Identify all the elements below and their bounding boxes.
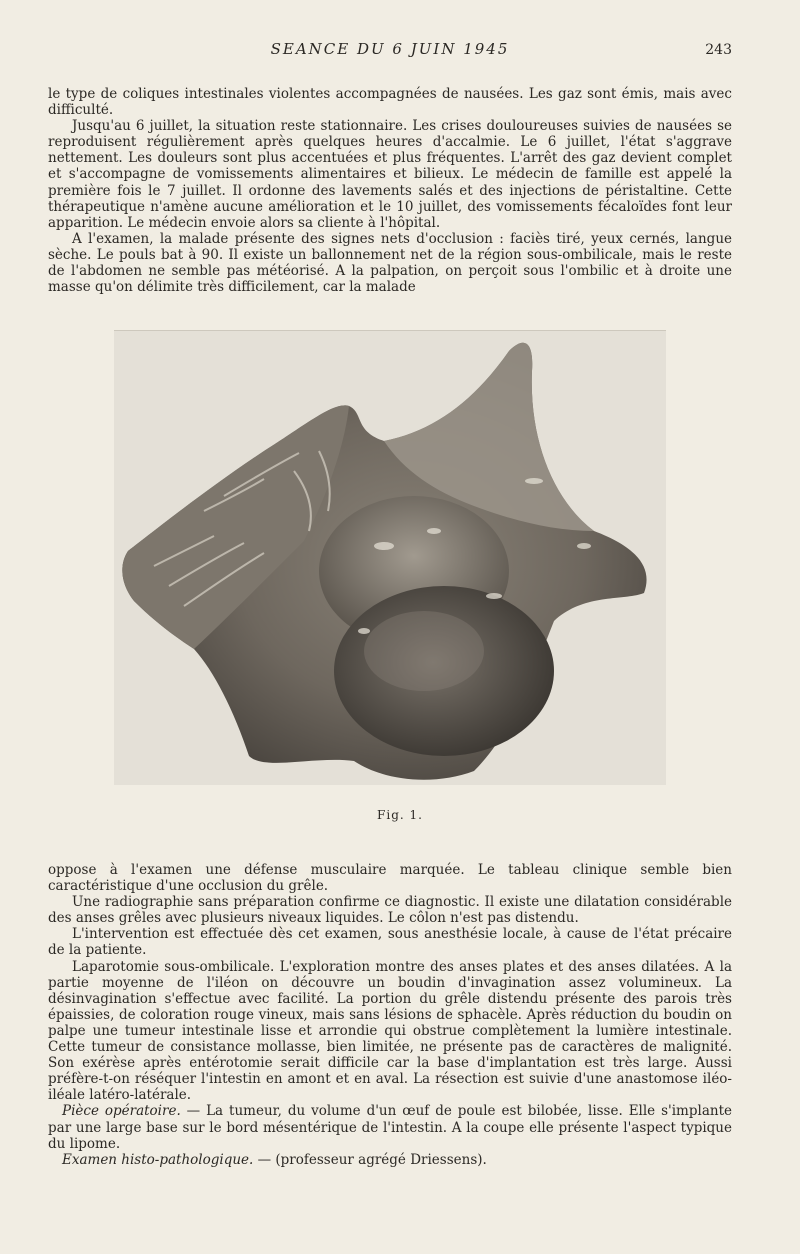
paragraph: Une radiographie sans préparation confirme ce diagnostic. Il existe une dilatation considérable des anses grêles avec plusieurs niveaux liquides. Le côlon n'est pas distendu. <box>48 894 732 927</box>
paragraph: L'intervention est effectuée dès cet examen, sous anesthésie locale, à cause de l'état précaire de la patiente. <box>48 926 732 959</box>
running-title: SEANCE DU 6 JUIN 1945 <box>270 40 510 58</box>
figure-photograph <box>114 330 666 785</box>
page-number: 243 <box>705 42 732 58</box>
paragraph <box>48 1103 732 1151</box>
section-label: Pièce opératoire. <box>62 1103 181 1120</box>
text-block-bottom <box>48 862 732 1168</box>
paragraph: Laparotomie sous-ombilicale. L'exploration montre des anses plates et des anses dilatées. A la partie moyenne de l'iléon on découvre un boudin d'invagination assez volumineux. La désinvagination s'effectue avec facilité. La portion du grêle distendu présente des parois très épaissies, de coloration rouge vineux, mais sans lésions de sphacèle. Après réduction du boudin on palpe une tumeur intestinale lisse et arrondie qui obstrue complètement la lumière intestinale. Cette tumeur de consistance mollasse, bien limitée, ne présente pas de caractères de malignité. Son exérèse après entérotomie serait difficile car la base d'implantation est très large. Aussi préfère-t-on réséquer l'intestin en amont et en aval. La résection est suivie d'une anastomose iléo-iléale latéro-latérale. <box>48 958 732 1104</box>
paragraph: A l'examen, la malade présente des signes nets d'occlusion : faciès tiré, yeux cernés, langue sèche. Le pouls bat à 90. Il existe un ballonnement net de la région sous-ombilicale, mais le reste de l'abdomen ne semble pas météorisé. A la palpation, on perçoit sous l'ombilic et à droite une masse qu'on délimite très difficilement, car la malade <box>48 230 732 296</box>
paragraph: le type de coliques intestinales violentes accompagnées de nausées. Les gaz sont émis, mais avec difficulté. <box>48 86 732 119</box>
paragraph: Jusqu'au 6 juillet, la situation reste stationnaire. Les crises douloureuses suivies de nausées se reproduisent régulièrement après quelques heures d'accalmie. Le 6 juillet, l'état s'aggrave nettement. Les douleurs sont plus accentuées et plus fréquentes. L'arrêt des gaz devient complet et s'accompagne de vomissements alimentaires et bilieux. Le médecin de famille est appelé la première fois le 7 juillet. Il ordonne des lavements salés et des injections de péristaltine. Cette thérapeutique n'amène aucune amélioration et le 10 juillet, des vomissements fécaloïdes font leur apparition. Le médecin envoie alors sa cliente à l'hôpital. <box>48 118 732 231</box>
paragraph: oppose à l'examen une défense musculaire marquée. Le tableau clinique semble bien caractéristique d'une occlusion du grêle. <box>48 862 732 895</box>
text-block-top <box>48 86 732 295</box>
specimen-photo <box>114 331 666 785</box>
section-label: Examen histo-pathologique. <box>62 1151 254 1168</box>
paragraph <box>48 1152 732 1168</box>
page-header <box>48 40 732 62</box>
paragraph-text: — (professeur agrégé Driessens). <box>253 1151 487 1168</box>
figure-caption: Fig. 1. <box>377 808 423 822</box>
paragraph-text: — La tumeur, du volume d'un œuf de poule est bilobée, lisse. Elle s'implante par une large base sur le bord mésentérique de l'intestin. A la coupe elle présente l'aspect typique du lipome. <box>48 1103 732 1152</box>
